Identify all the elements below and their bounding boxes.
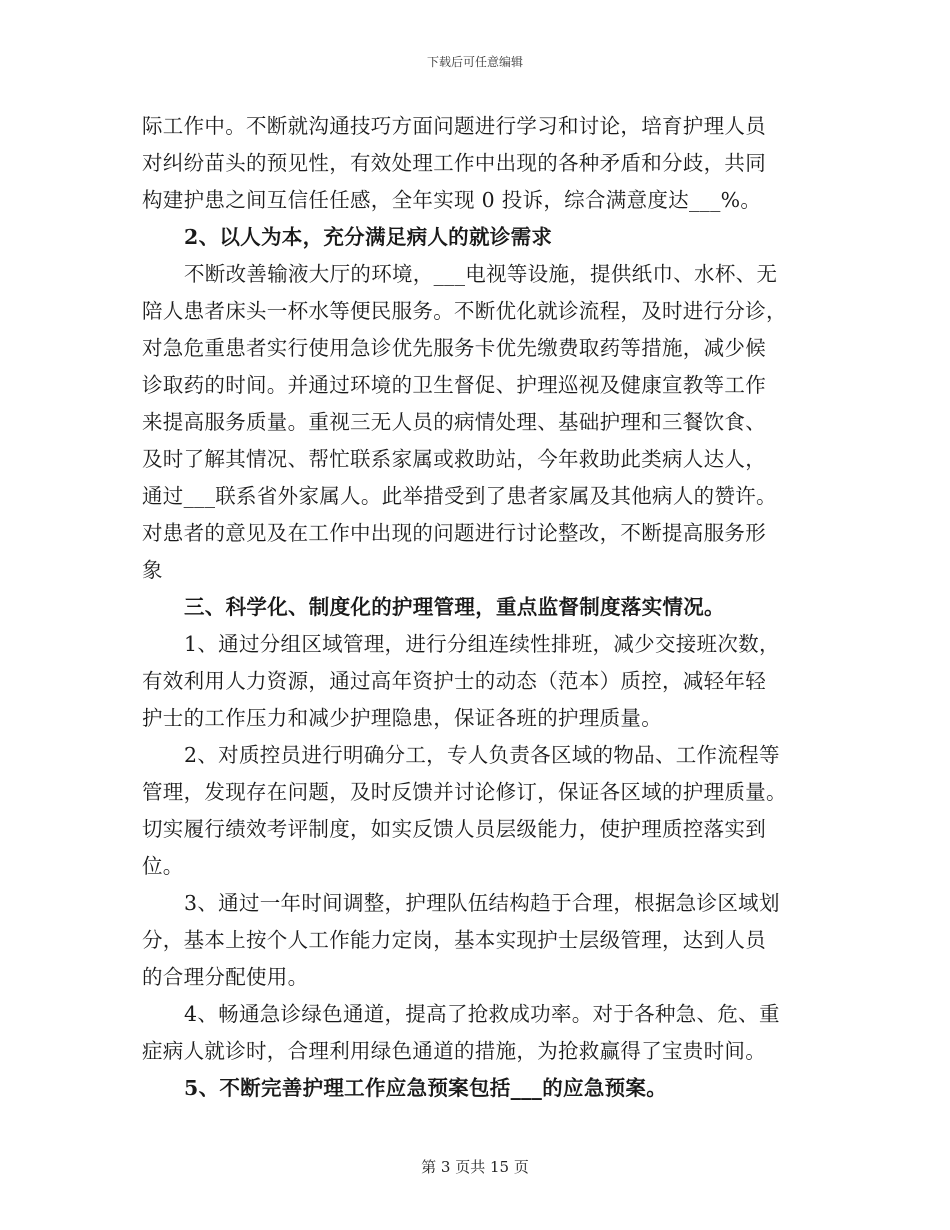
paragraph-line: 症病人就诊时，合理利用绿色通道的措施，为抢救赢得了宝贵时间。 xyxy=(142,1039,766,1063)
paragraph-line: 位。 xyxy=(142,854,184,878)
paragraph-line: 切实履行绩效考评制度，如实反馈人员层级能力，使护理质控落实到 xyxy=(142,817,766,841)
paragraph-line: 陪人患者床头一杯水等便民服务。不断优化就诊流程，及时进行分诊， xyxy=(142,299,787,323)
paragraph-line: 对纠纷苗头的预见性，有效处理工作中出现的各种矛盾和分歧，共同 xyxy=(142,151,766,175)
section-heading: 5、不断完善护理工作应急预案包括___的应急预案。 xyxy=(184,1076,668,1100)
paragraph-line: 有效利用人力资源，通过高年资护士的动态（范本）质控，减轻年轻 xyxy=(142,669,766,693)
section-heading: 三、科学化、制度化的护理管理，重点监督制度落实情况。 xyxy=(184,595,725,619)
paragraph-line: 诊取药的时间。并通过环境的卫生督促、护理巡视及健康宣教等工作 xyxy=(142,373,766,397)
section-heading: 2、以人为本，充分满足病人的就诊需求 xyxy=(184,225,553,249)
paragraph-line: 3、通过一年时间调整，护理队伍结构趋于合理，根据急诊区域划 xyxy=(184,891,780,915)
paragraph-line: 及时了解其情况、帮忙联系家属或救助站，今年救助此类病人达人， xyxy=(142,447,766,471)
paragraph-line: 管理，发现存在问题，及时反馈并讨论修订，保证各区域的护理质量。 xyxy=(142,780,787,804)
paragraph-line: 不断改善输液大厅的环境，___电视等设施，提供纸巾、水杯、无 xyxy=(184,262,778,286)
paragraph-line: 来提高服务质量。重视三无人员的病情处理、基础护理和三餐饮食、 xyxy=(142,410,766,434)
paragraph-line: 的合理分配使用。 xyxy=(142,965,309,989)
paragraph-line: 分，基本上按个人工作能力定岗，基本实现护士层级管理，达到人员 xyxy=(142,928,766,952)
paragraph-line: 象 xyxy=(142,558,163,582)
paragraph-line: 对患者的意见及在工作中出现的问题进行讨论整改，不断提高服务形 xyxy=(142,521,766,545)
paragraph-line: 4、畅通急诊绿色通道，提高了抢救成功率。对于各种急、危、重 xyxy=(184,1002,780,1026)
paragraph-line: 构建护患之间互信任任感，全年实现 0 投诉，综合满意度达___%。 xyxy=(142,188,762,212)
paragraph-line: 2、对质控员进行明确分工，专人负责各区域的物品、工作流程等 xyxy=(184,743,780,767)
document-body xyxy=(142,108,808,1107)
page-header: 下载后可任意编辑 xyxy=(426,55,523,69)
paragraph-line: 对急危重患者实行使用急诊优先服务卡优先缴费取药等措施，减少候 xyxy=(142,336,766,360)
page-footer: 第 3 页共 15 页 xyxy=(421,1158,529,1176)
paragraph-line: 护士的工作压力和减少护理隐患，保证各班的护理质量。 xyxy=(142,706,662,730)
paragraph-line: 际工作中。不断就沟通技巧方面问题进行学习和讨论，培育护理人员 xyxy=(142,114,766,138)
paragraph-line: 通过___联系省外家属人。此举措受到了患者家属及其他病人的赞许。 xyxy=(142,484,777,508)
paragraph-line: 1、通过分组区域管理，进行分组连续性排班，减少交接班次数， xyxy=(184,632,780,656)
